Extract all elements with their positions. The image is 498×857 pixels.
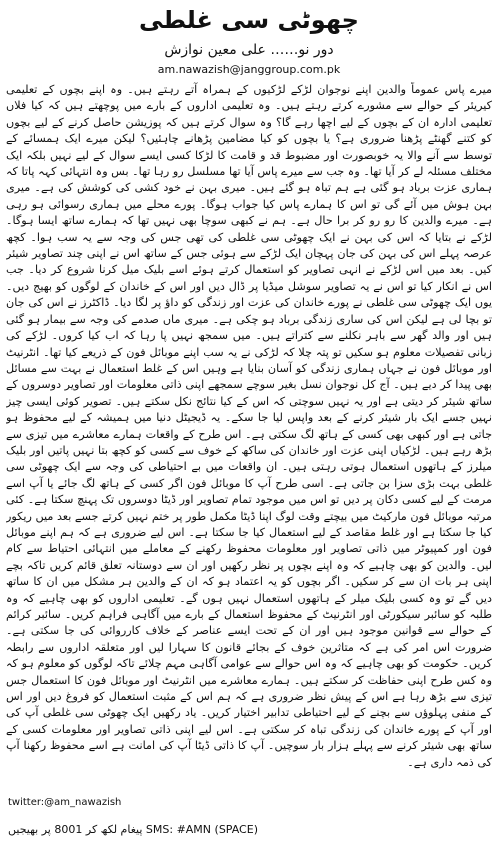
article-body: میرے پاس عموماً والدین اپنے نوجوان لڑکے لڑکیوں کے ہمراہ آتے رہتے ہیں۔ وہ اپنے بچوں کے تعلیمی کیریئر کے حوالے سے مشورے کرتے رہتے ہیں۔ وہ تعلیمی اداروں کے بارے میں پوچھتے ہیں کہ کیا فلاں تعلیمی ادارہ ان کے بچوں کے لیے اچھا رہے گا؟ وہ سوال کرتے ہیں کہ پوزیشن حاصل کرنے کے لیے بچوں کو کتنے گھنٹے پڑھنا ضروری ہے؟ یا بچوں کو کیا مضامین پڑھانے چاہئیں؟ لیکن میرے ایک ہمسائے کے توسط سے آنے والا یہ خوبصورت اور مضبوط قد و قامت کا لڑکا کسی ایسے سوال کے لیے نہیں بلکہ ایک مختلف مسئلہ لے کر آیا تھا۔ وہ جب سے میرے پاس آیا تھا مسلسل رو رہا تھا۔ بس وہ انتہائی کہہ پاتا کہ ہماری عزت برباد ہو گئی ہے ہم تباہ ہو گئے ہیں۔ میری بہن نے خود کشی کی کوشش کی ہے۔ میری بہن ہوش میں آئے گی تو اس کا ہمارے پاس کیا جواب ہوگا۔ پورے محلے میں ہماری رسوائی ہو رہی ہے۔ میرے والدین کا رو رو کر برا حال ہے۔ ہم نے کبھی سوچا بھی نہیں تھا کہ ہمارے ساتھ ایسا ہوگا۔ لڑکے نے بتایا کہ اس کی بہن نے ایک چھوٹی سی غلطی کی تھی جس کی وجہ سے یہ سب ہوا۔ کچھ عرصہ پہلے اس کی بہن کی جان پہچان ایک لڑکے سے ہوئی جس کے ساتھ اس نے اپنی چند تصاویر شیئر کیں۔ بعد میں اس لڑکے نے انہی تصاویر کو استعمال کرتے ہوئے اسے بلیک میل کرنا شروع کر دیا۔ جب اس نے انکار کیا تو اس نے یہ تصاویر سوشل میڈیا پر ڈال دیں اور اس کے خاندان کے لوگوں کو بھیج دیں۔ یوں ایک چھوٹی سی غلطی نے پورے خاندان کی عزت اور زندگی کو داؤ پر لگا دیا۔ ڈاکٹرز نے اس کی جان تو بچا لی ہے لیکن اس کی ساری زندگی برباد ہو چکی ہے۔ میری ماں صدمے کی وجہ سے بیمار ہو گئی ہیں اور والد گھر سے باہر نکلنے سے کتراتے ہیں۔ میں سمجھ نہیں پا رہا کہ اب کیا کروں۔ لڑکے کی زبانی تفصیلات معلوم ہو سکیں تو پتہ چلا کہ لڑکی نے یہ سب اپنے موبائل فون کے ذریعے کیا تھا۔ انٹرنیٹ اور موبائل فون نے جہاں ہماری زندگی کو آسان بنایا ہے وہیں اس کے غلط استعمال نے بہت سے مسائل بھی پیدا کر دیے ہیں۔ آج کل نوجوان نسل بغیر سوچے سمجھے اپنی ذاتی معلومات اور تصاویر دوسروں کے ساتھ شیئر کر دیتی ہے اور یہ نہیں سوچتی کہ اس کے کیا نتائج نکل سکتے ہیں۔ تصویر کوئی ایسی چیز نہیں جسے ایک بار شیئر کرنے کے بعد واپس لیا جا سکے۔ یہ ڈیجیٹل دنیا میں ہمیشہ کے لیے محفوظ ہو جاتی ہے اور کبھی بھی کسی کے ہاتھ لگ سکتی ہے۔ اس طرح کے واقعات ہمارے معاشرے میں تیزی سے بڑھ رہے ہیں۔ لڑکیاں اپنی عزت اور خاندان کی ساکھ کے خوف سے کسی کو کچھ بتا نہیں پاتیں اور بلیک میلرز کے ہاتھوں استعمال ہوتی رہتی ہیں۔ ان واقعات میں بے احتیاطی کی وجہ سے ایک چھوٹی سی غلطی بہت بڑی سزا بن جاتی ہے۔ اسی طرح آپ کا موبائل فون اگر کسی کے ہاتھ لگ جائے یا آپ اسے مرمت کے لیے کسی دکان پر دیں تو اس میں موجود تمام تصاویر اور ڈیٹا دوسروں تک پہنچ سکتا ہے۔ کئی مرتبہ موبائل فون مارکیٹ میں بیچتے وقت لوگ اپنا ڈیٹا مکمل طور پر ختم نہیں کرتے جسے بعد میں ریکور کیا جا سکتا ہے اور غلط مقاصد کے لیے استعمال کیا جا سکتا ہے۔ اس لیے ضروری ہے کہ ہم اپنے موبائل فون اور کمپیوٹر میں ذاتی تصاویر اور معلومات محفوظ رکھنے کے معاملے میں انتہائی احتیاط سے کام لیں۔ والدین کو بھی چاہیے کہ وہ اپنے بچوں پر نظر رکھیں اور ان سے دوستانہ تعلق قائم کریں تاکہ بچے اپنی ہر بات ان سے کر سکیں۔ اگر بچوں کو یہ اعتماد ہو کہ ان کے والدین ہر مشکل میں ان کا ساتھ دیں گے تو وہ کسی بلیک میلر کے ہاتھوں استعمال نہیں ہوں گے۔ تعلیمی اداروں کو بھی چاہیے کہ وہ طلبہ کو سائبر سیکورٹی اور انٹرنیٹ کے محفوظ استعمال کے بارے میں آگاہی فراہم کریں۔ سائبر کرائم کے حوالے سے قوانین موجود ہیں اور ان کے تحت ایسے عناصر کے خلاف کارروائی کی جا سکتی ہے۔ ضرورت اس امر کی ہے کہ متاثرین خوف کے بجائے قانون کا سہارا لیں اور متعلقہ اداروں سے رابطہ کریں۔ حکومت کو بھی چاہیے کہ وہ اس حوالے سے عوامی آگاہی مہم چلائے تاکہ لوگوں کو معلوم ہو کہ وہ کس طرح اپنی حفاظت کر سکتے ہیں۔ ہمارے معاشرے میں انٹرنیٹ اور موبائل فون کا استعمال جس تیزی سے بڑھ رہا ہے اس کے پیش نظر ضروری ہے کہ ہم اس کے مثبت استعمال کو فروغ دیں اور اس کے منفی پہلوؤں سے بچنے کے لیے احتیاطی تدابیر اختیار کریں۔ یاد رکھیں ایک چھوٹی سی غلطی آپ کی اور آپ کے پورے خاندان کی زندگی تباہ کر سکتی ہے۔ اس لیے اپنی ذاتی تصاویر اور معلومات کسی کے ساتھ بھی شیئر کرنے سے پہلے ہزار بار سوچیں۔ آپ کا ذاتی ڈیٹا آپ کی امانت ہے اسے محفوظ رکھنا آپ کی ذمہ داری ہے۔	[6, 83, 492, 769]
author-email[interactable]: am.nawazish@janggroup.com.pk	[157, 63, 341, 76]
article-title: چھوٹی سی غلطی	[139, 6, 359, 34]
sms-instruction: SMS: #AMN (SPACE) پیغام لکھ کر 8001 پر بھیجیں	[8, 823, 258, 836]
author-twitter[interactable]: twitter:@am_nawazish	[8, 797, 122, 808]
author-byline: دور نو…… علی معین نوازش	[164, 42, 334, 58]
